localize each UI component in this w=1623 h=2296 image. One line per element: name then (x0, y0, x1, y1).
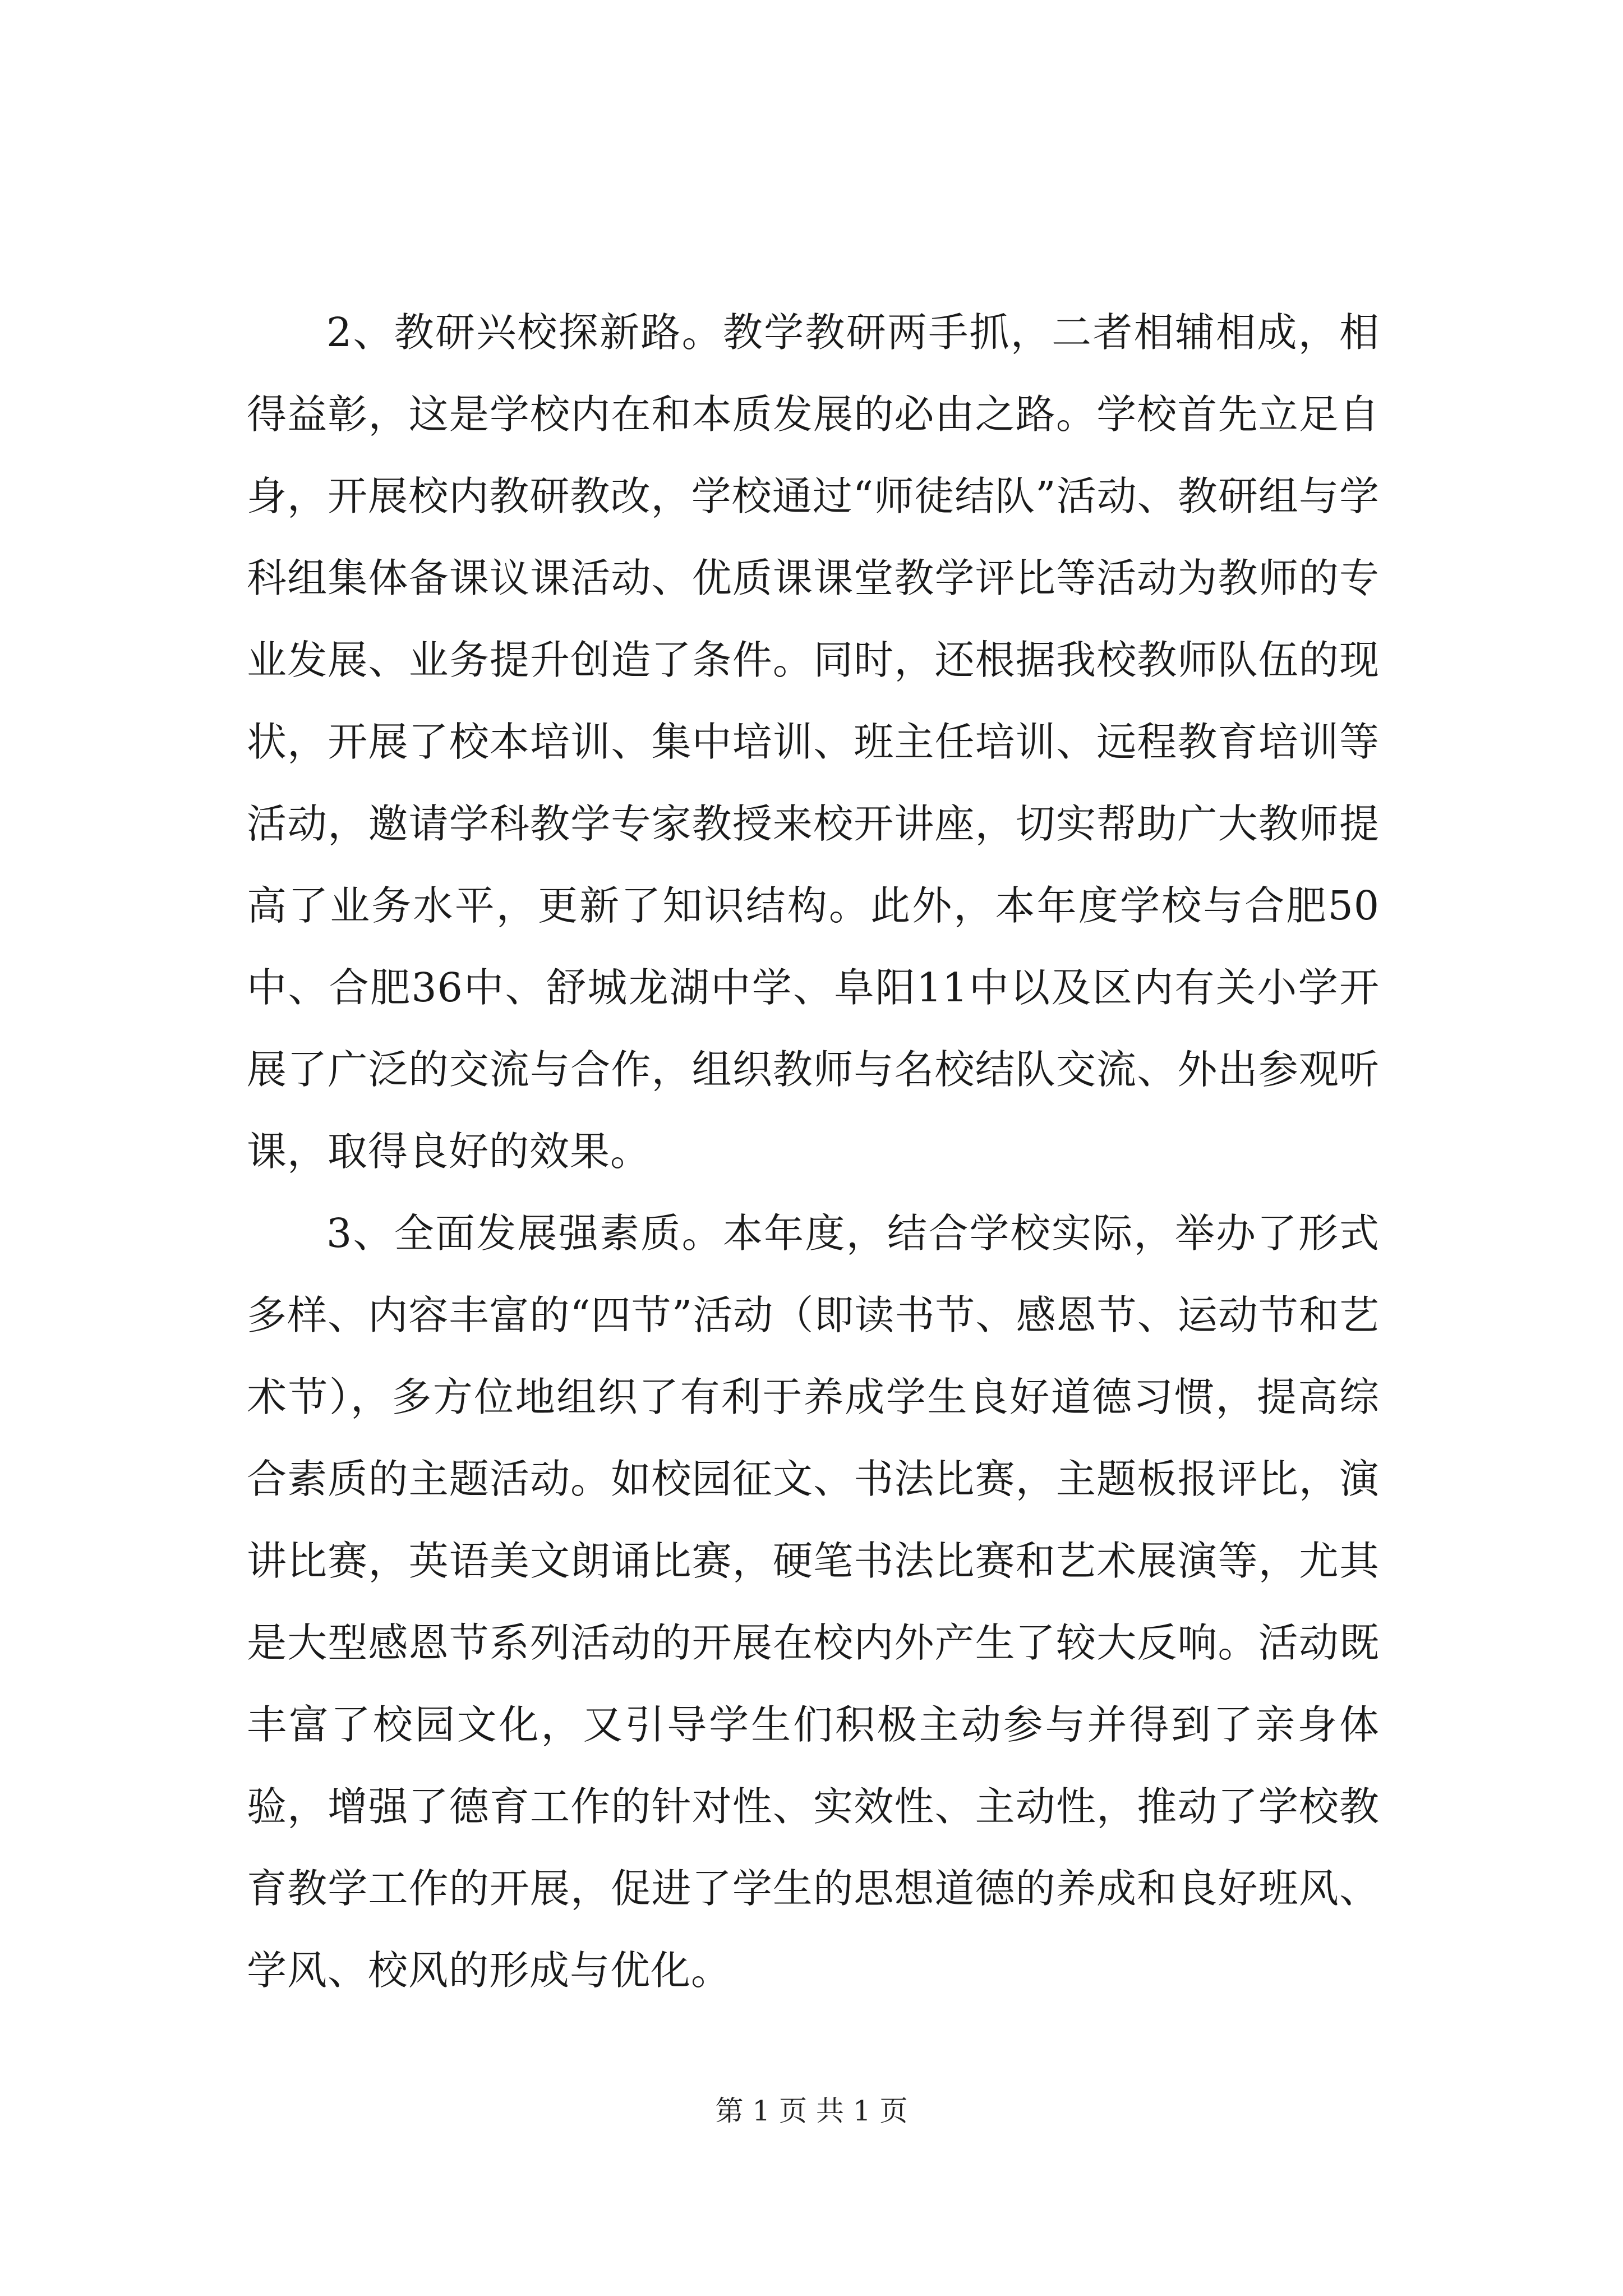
page-footer: 第 1 页 共 1 页 (715, 2095, 908, 2127)
paragraph-all-round-development: 3、全面发展强素质。本年度，结合学校实际，举办了形式多样、内容丰富的“四节”活动（即读书节、感恩节、运动节和艺术节），多方位地组织了有利于养成学生良好道德习惯，提高综合素质的主题活动。如校园征文、书法比赛，主题板报评比，演讲比赛，英语美文朗诵比赛，硬笔书法比赛和艺术展演等，尤其是大型感恩节系列活动的开展在校内外产生了较大反响。活动既丰富了校园文化，又引导学生们积极主动参与并得到了亲身体验，增强了德育工作的针对性、实效性、主动性，推动了学校教育教学工作的开展，促进了学生的思想道德的养成和良好班风、学风、校风的形成与优化。 (247, 1210, 1380, 1994)
document-body (247, 292, 1380, 2012)
paragraph-teaching-research: 2、教研兴校探新路。教学教研两手抓，二者相辅相成，相得益彰，这是学校内在和本质发展的必由之路。学校首先立足自身，开展校内教研教改，学校通过“师徒结队”活动、教研组与学科组集体备课议课活动、优质课课堂教学评比等活动为教师的专业发展、业务提升创造了条件。同时，还根据我校教师队伍的现状，开展了校本培训、集中培训、班主任培训、远程教育培训等活动，邀请学科教学专家教授来校开讲座，切实帮助广大教师提高了业务水平，更新了知识结构。此外，本年度学校与合肥50中、合肥36中、舒城龙湖中学、阜阳11中以及区内有关小学开展了广泛的交流与合作，组织教师与名校结队交流、外出参观听课，取得良好的效果。 (247, 309, 1380, 1175)
